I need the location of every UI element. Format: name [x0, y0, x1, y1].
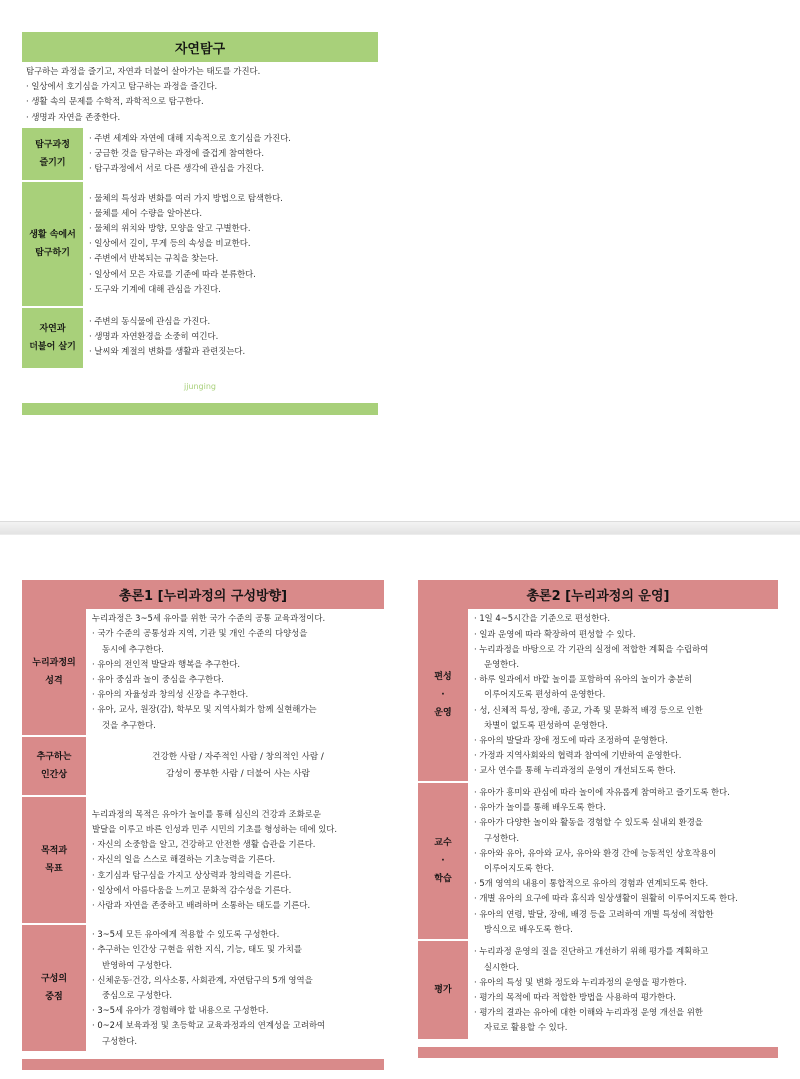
footer-bar [418, 1047, 778, 1058]
intro-line: · 생명과 자연을 존중한다. [26, 111, 121, 122]
nature-inquiry-intro [22, 62, 378, 125]
table-row [22, 182, 378, 306]
table-row [418, 782, 778, 940]
section-items: · 주변 세계와 자연에 대해 지속적으로 호기심을 가진다. · 궁금한 것을 탐구하는 과정에 즐겁게 참여한다. · 탐구과정에서 서로 다른 생각에 관심을 가진다. [89, 133, 291, 174]
curriculum-operation-card [418, 580, 778, 1058]
curriculum-structure-card [22, 580, 384, 1070]
intro-line: · 일상에서 호기심을 가지고 탐구하는 과정을 즐긴다. [26, 81, 218, 92]
section-items: 누리과정은 3~5세 유아를 위한 국가 수준의 공통 교육과정이다. · 국가 수준의 공통성과 지역, 기관 및 개인 수준의 다양성을 동시에 추구한다. · 유아의 전인적 발달과 행복을 추구한다. · 유아 중심과 놀이 중심을 추구한다. · 유아의 자율성과 창의성 신장을 추구한다. · 유아, 교사, 원장(감), 학부모 및 지역사회가 함께 실현해가는 것을 추구한다. [92, 613, 326, 730]
curriculum-operation-title: 총론2 [누리과정의 운영] [418, 580, 778, 609]
table-row [418, 940, 778, 1039]
table-row [22, 308, 378, 368]
table-row [22, 796, 384, 924]
footer-bar [22, 1059, 384, 1070]
section-items: · 1일 4~5시간을 기준으로 편성한다. · 일과 운영에 따라 확장하여 편성할 수 있다. · 누리과정을 바탕으로 각 기관의 실정에 적합한 계획을 수립하여 운영한다. · 하루 일과에서 바깥 놀이를 포함하여 유아의 놀이가 충분히 이루어지도록 편성하여 운영한다. · 성, 신체적 특성, 장애, 종교, 가족 및 문화적 배경 등으로 인한 차별이 없도록 편성하여 운영한다. · 유아의 발달과 장애 정도에 따라 조정하여 운영한다. · 가정과 지역사회와의 협력과 참여에 기반하여 운영한다. · 교사 연수를 통해 누리과정의 운영이 개선되도록 한다. [474, 613, 709, 776]
nature-inquiry-table [22, 125, 378, 368]
section-items: · 3~5세 모든 유아에게 적용할 수 있도록 구성한다. · 추구하는 인간상 구현을 위한 지식, 기능, 태도 및 가치를 반영하여 구성한다. · 신체운동·건강, 의사소통, 사회관계, 자연탐구의 5개 영역을 중심으로 구성한다. · 3~5세 유아가 경험해야 할 내용으로 구성한다. · 0~2세 보육과정 및 초등학교 교육과정과의 연계성을 고려하여 구성한다. [86, 924, 384, 1051]
page-divider [0, 521, 800, 535]
section-label: 누리과정의 성격 [22, 609, 86, 736]
section-label: 목적과 목표 [22, 796, 86, 924]
section-label: 자연과 더불어 살기 [22, 308, 83, 368]
section-label: 교수 · 학습 [418, 782, 468, 940]
nature-inquiry-title: 자연탐구 [22, 32, 378, 62]
section-items: · 물체의 특성과 변화를 여러 가지 방법으로 탐색한다. · 물체를 세어 수량을 알아본다. · 물체의 위치와 방향, 모양을 알고 구별한다. · 일상에서 길이, 무게 등의 속성을 비교한다. · 주변에서 반복되는 규칙을 찾는다. · 일상에서 모은 자료를 기준에 따라 분류한다. · 도구와 기계에 대해 관심을 가진다. [89, 192, 283, 294]
curriculum-operation-table [418, 609, 778, 1039]
table-row [22, 924, 384, 1051]
table-row [22, 128, 378, 180]
table-row [22, 736, 384, 796]
watermark: jjunging [183, 381, 217, 391]
section-label: 탐구과정 즐기기 [22, 128, 83, 180]
section-items: · 주변의 동식물에 관심을 가진다. · 생명과 자연환경을 소중히 여긴다. · 날씨와 계절의 변화를 생활과 관련짓는다. [89, 315, 246, 357]
curriculum-structure-table [22, 609, 384, 1051]
section-items: 누리과정의 목적은 유아가 놀이를 통해 심신의 건강과 조화로운 발달을 이루고 바른 인성과 민주 시민의 기초를 형성하는 데에 있다. · 자신의 소중함을 알고, 건강하고 안전한 생활 습관을 기른다. · 자신의 일을 스스로 해결하는 기초능력을 기른다. · 호기심과 탐구심을 가지고 상상력과 창의력을 기른다. · 일상에서 아름다움을 느끼고 문화적 감수성을 기른다. · 사람과 자연을 존중하고 배려하며 소통하는 태도를 기른다. [86, 796, 384, 924]
section-items: · 누리과정 운영의 질을 진단하고 개선하기 위해 평가를 계획하고 실시한다. · 유아의 특성 및 변화 정도와 누리과정의 운영을 평가한다. · 평가의 목적에 따라 적합한 방법을 사용하여 평가한다. · 평가의 결과는 유아에 대한 이해와 누리과정 운영 개선을 위한 자료로 활용할 수 있다. [468, 940, 778, 1039]
footer-bar [22, 403, 378, 415]
nature-inquiry-card [22, 32, 378, 415]
section-label: 편성 · 운영 [418, 609, 468, 782]
table-row [418, 609, 778, 782]
intro-line: 탐구하는 과정을 즐기고, 자연과 더불어 살아가는 태도를 가진다. [26, 66, 261, 76]
section-label: 추구하는 인간상 [22, 736, 86, 796]
section-label: 구성의 중점 [22, 924, 86, 1051]
section-label: 평가 [418, 940, 468, 1039]
curriculum-structure-title: 총론1 [누리과정의 구성방향] [22, 580, 384, 609]
section-items: 건강한 사람 / 자주적인 사람 / 창의적인 사람 / 감성이 풍부한 사람 / 더불어 사는 사람 [86, 736, 384, 796]
section-label: 생활 속에서 탐구하기 [22, 182, 83, 306]
intro-line: · 생활 속의 문제를 수학적, 과학적으로 탐구한다. [26, 96, 204, 107]
section-items: · 유아가 흥미와 관심에 따라 놀이에 자유롭게 참여하고 즐기도록 한다. · 유아가 놀이를 통해 배우도록 한다. · 유아가 다양한 놀이와 활동을 경험할 수 있도록 실내외 환경을 구성한다. · 유아와 유아, 유아와 교사, 유아와 환경 간에 능동적인 상호작용이 이루어지도록 한다. · 5개 영역의 내용이 통합적으로 유아의 경험과 연계되도록 한다. · 개별 유아의 요구에 따라 휴식과 일상생활이 원활히 이루어지도록 한다. · 유아의 연령, 발달, 장애, 배경 등을 고려하여 개별 특성에 적합한 방식으로 배우도록 한다. [468, 782, 778, 940]
table-row [22, 609, 384, 736]
